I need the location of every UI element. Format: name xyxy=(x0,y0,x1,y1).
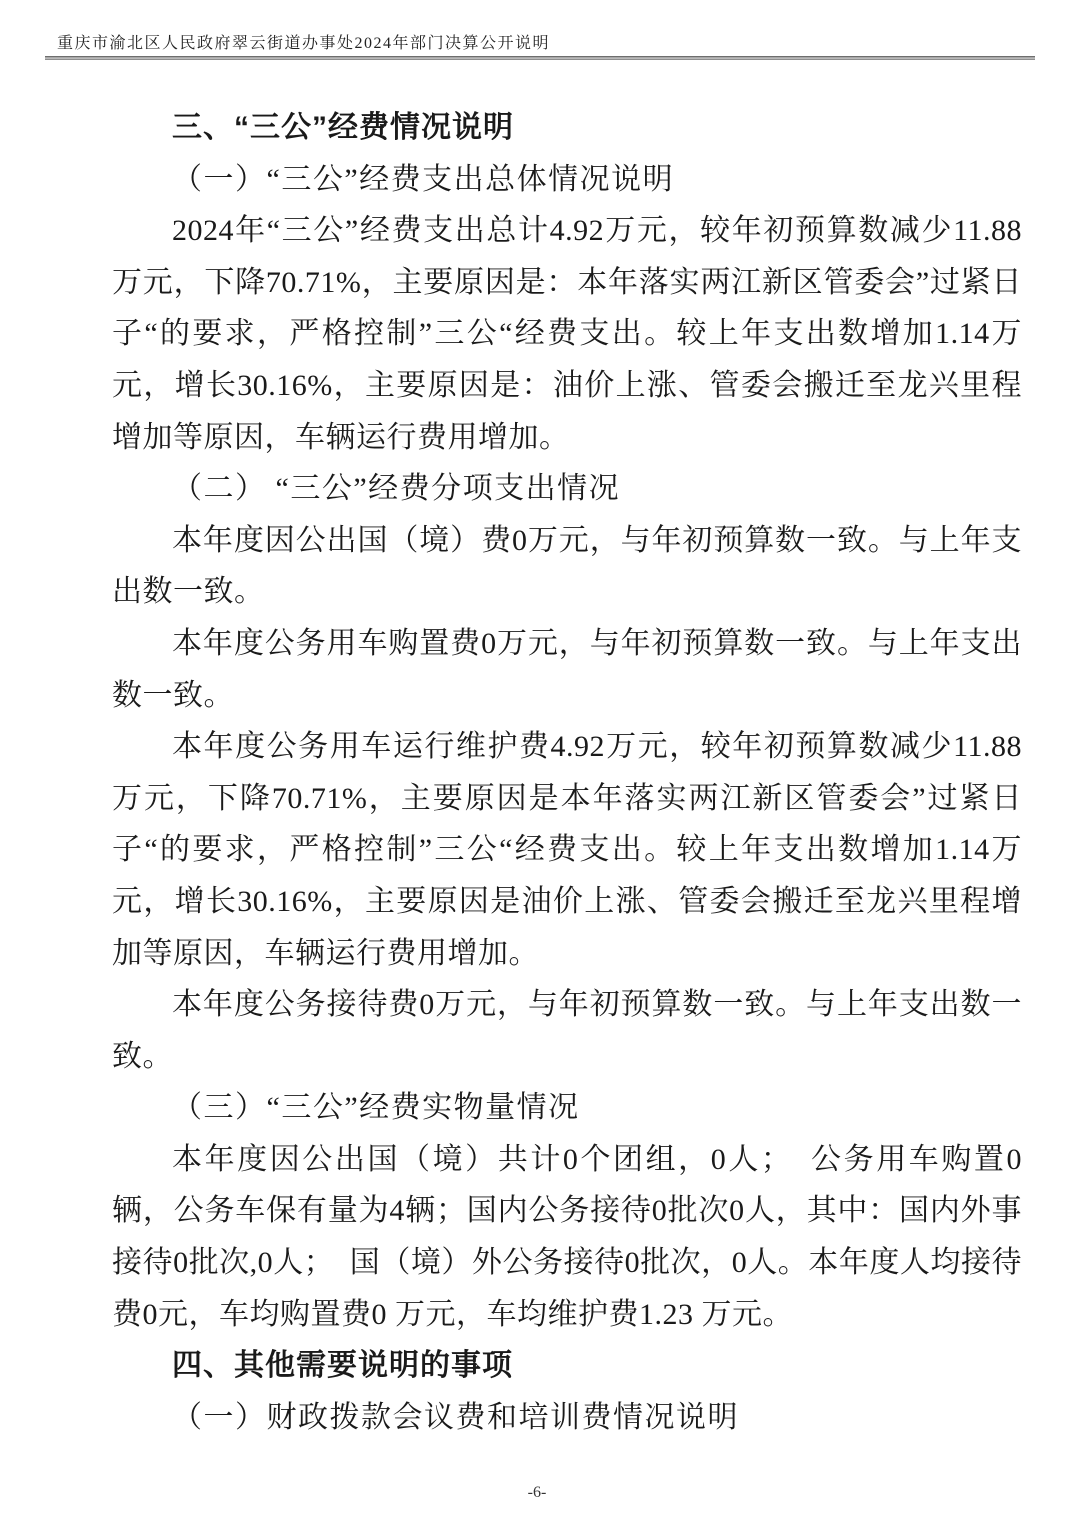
paragraph-official-reception-fee: 本年度公务接待费0万元，与年初预算数一致。与上年支出数一致。 xyxy=(112,988,1022,1073)
paragraph-physical-quantities: 本年度因公出国（境）共计0个团组，0人； 公务用车购置0辆，公务车保有量为4辆；国内公务接待0批次0人，其中：国内外事接待0批次,0人； 国（境）外公务接待0批次，0人。本年度人均接待费0元，车均购置费0 万元，车均维护费1.23 万元。 xyxy=(112,1142,1022,1331)
page-number: -6- xyxy=(527,1484,547,1501)
subheading-overall-expenditure: （一）“三公”经费支出总体情况说明 xyxy=(172,162,675,196)
paragraph-vehicle-purchase-fee: 本年度公务用车购置费0万元，与年初预算数一致。与上年支出数一致。 xyxy=(112,626,1022,712)
subheading-physical-quantities: （三）“三公”经费实物量情况 xyxy=(172,1091,580,1125)
section-heading-other-matters: 四、其他需要说明的事项 xyxy=(172,1349,513,1383)
paragraph-vehicle-operation-maintenance-fee: 本年度公务用车运行维护费4.92万元，较年初预算数减少11.88万元，下降70.71%，主要原因是本年落实两江新区管委会”过紧日子“的要求，严格控制”三公“经费支出。较上年支出数增加1.14万元，增长30.16%，主要原因是油价上涨、管委会搬迁至龙兴里程增加等原因，车辆运行费用增加。 xyxy=(112,730,1022,970)
section-heading-three-public-funds: 三、“三公”经费情况说明 xyxy=(172,111,514,144)
subheading-itemized-expenditure: （二） “三公”经费分项支出情况 xyxy=(172,472,621,506)
header-rule-divider xyxy=(45,56,1035,60)
document-body xyxy=(112,102,1022,1443)
page-header-title: 重庆市渝北区人民政府翠云街道办事处2024年部门决算公开说明 xyxy=(57,35,551,52)
paragraph-overall-expenditure: 2024年“三公”经费支出总计4.92万元，较年初预算数减少11.88万元，下降70.71%，主要原因是：本年落实两江新区管委会”过紧日子“的要求，严格控制”三公“经费支出。较上年支出数增加1.14万元，增长30.16%，主要原因是：油价上涨、管委会搬迁至龙兴里程增加等原因，车辆运行费用增加。 xyxy=(112,214,1022,454)
paragraph-overseas-trips-fee: 本年度因公出国（境）费0万元，与年初预算数一致。与上年支出数一致。 xyxy=(112,523,1022,609)
subheading-meeting-training-fees: （一）财政拨款会议费和培训费情况说明 xyxy=(172,1400,739,1434)
